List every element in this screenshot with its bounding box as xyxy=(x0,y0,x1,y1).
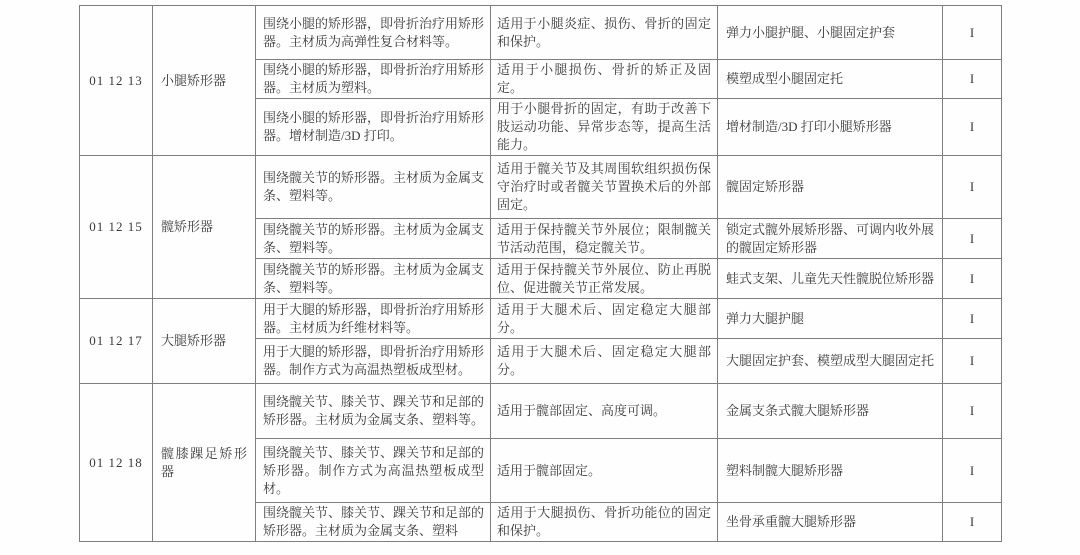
description-cell: 用于大腿的矫形器，即骨折治疗用矫形器。主材质为纤维材料等。 xyxy=(256,299,491,339)
category-cell: 大腿矫形器 xyxy=(153,299,256,384)
intended-use-cell: 适用于大腿术后、固定稳定大腿部分。 xyxy=(491,299,718,339)
intended-use-cell: 适用于保持髋关节外展位、防止再脱位、促进髋关节正常发展。 xyxy=(491,259,718,299)
intended-use-cell: 适用于大腿损伤、骨折功能位的固定和保护。 xyxy=(491,503,718,542)
table-row xyxy=(80,384,1002,439)
code-cell: 01 12 15 xyxy=(80,156,153,299)
table-row xyxy=(80,299,1002,339)
intended-use-cell: 适用于髋部固定。 xyxy=(491,439,718,503)
code-cell: 01 12 18 xyxy=(80,384,153,542)
intended-use-cell: 适用于保持髋关节外展位；限制髋关节活动范围，稳定髋关节。 xyxy=(491,219,718,259)
class-cell: I xyxy=(943,156,1002,219)
category-cell: 髋矫形器 xyxy=(153,156,256,299)
product-examples-cell: 塑料制髋大腿矫形器 xyxy=(718,439,943,503)
description-cell: 围绕小腿的矫形器，即骨折治疗用矫形器。增材制造/3D 打印。 xyxy=(256,99,491,156)
description-cell: 围绕髋关节、膝关节、踝关节和足部的矫形器。制作方式为高温热塑板成型材。 xyxy=(256,439,491,503)
intended-use-cell: 适用于髋关节及其周围软组织损伤保守治疗时或者髋关节置换术后的外部固定。 xyxy=(491,156,718,219)
product-examples-cell: 髋固定矫形器 xyxy=(718,156,943,219)
product-examples-cell: 模塑成型小腿固定托 xyxy=(718,60,943,99)
class-cell: I xyxy=(943,299,1002,339)
description-cell: 围绕髋关节、膝关节、踝关节和足部的矫形器。主材质为金属支条、塑料等。 xyxy=(256,384,491,439)
category-cell: 小腿矫形器 xyxy=(153,6,256,156)
code-cell: 01 12 17 xyxy=(80,299,153,384)
class-cell: I xyxy=(943,384,1002,439)
category-cell: 髋膝踝足矫形器 xyxy=(153,384,256,542)
product-examples-cell: 增材制造/3D 打印小腿矫形器 xyxy=(718,99,943,156)
code-cell: 01 12 13 xyxy=(80,6,153,156)
product-examples-cell: 大腿固定护套、模塑成型大腿固定托 xyxy=(718,339,943,384)
product-examples-cell: 弹力大腿护腿 xyxy=(718,299,943,339)
class-cell: I xyxy=(943,439,1002,503)
description-cell: 围绕髋关节的矫形器。主材质为金属支条、塑料等。 xyxy=(256,259,491,299)
product-examples-cell: 弹力小腿护腿、小腿固定护套 xyxy=(718,6,943,60)
product-examples-cell: 蛙式支架、儿童先天性髋脱位矫形器 xyxy=(718,259,943,299)
description-cell: 围绕小腿的矫形器，即骨折治疗用矫形器。主材质为塑料。 xyxy=(256,60,491,99)
product-examples-cell: 锁定式髋外展矫形器、可调内收外展的髋固定矫形器 xyxy=(718,219,943,259)
class-cell: I xyxy=(943,259,1002,299)
description-cell: 围绕小腿的矫形器，即骨折治疗用矫形器。主材质为高弹性复合材料等。 xyxy=(256,6,491,60)
class-cell: I xyxy=(943,503,1002,542)
class-cell: I xyxy=(943,219,1002,259)
description-cell: 用于大腿的矫形器，即骨折治疗用矫形器。制作方式为高温热塑板成型材。 xyxy=(256,339,491,384)
intended-use-cell: 适用于髋部固定、高度可调。 xyxy=(491,384,718,439)
description-cell: 围绕髋关节、膝关节、踝关节和足部的矫形器。主材质为金属支条、塑料 xyxy=(256,503,491,542)
class-cell: I xyxy=(943,60,1002,99)
intended-use-cell: 适用于大腿术后、固定稳定大腿部分。 xyxy=(491,339,718,384)
class-cell: I xyxy=(943,339,1002,384)
product-examples-cell: 坐骨承重髋大腿矫形器 xyxy=(718,503,943,542)
table-row xyxy=(80,156,1002,219)
class-cell: I xyxy=(943,99,1002,156)
intended-use-cell: 适用于小腿损伤、骨折的矫正及固定。 xyxy=(491,60,718,99)
description-cell: 围绕髋关节的矫形器。主材质为金属支条、塑料等。 xyxy=(256,156,491,219)
intended-use-cell: 适用于小腿炎症、损伤、骨折的固定和保护。 xyxy=(491,6,718,60)
table-row xyxy=(80,6,1002,60)
intended-use-cell: 用于小腿骨折的固定，有助于改善下肢运动功能、异常步态等，提高生活能力。 xyxy=(491,99,718,156)
description-cell: 围绕髋关节的矫形器。主材质为金属支条、塑料等。 xyxy=(256,219,491,259)
class-cell: I xyxy=(943,6,1002,60)
product-examples-cell: 金属支条式髋大腿矫形器 xyxy=(718,384,943,439)
classification-table xyxy=(79,5,1002,542)
